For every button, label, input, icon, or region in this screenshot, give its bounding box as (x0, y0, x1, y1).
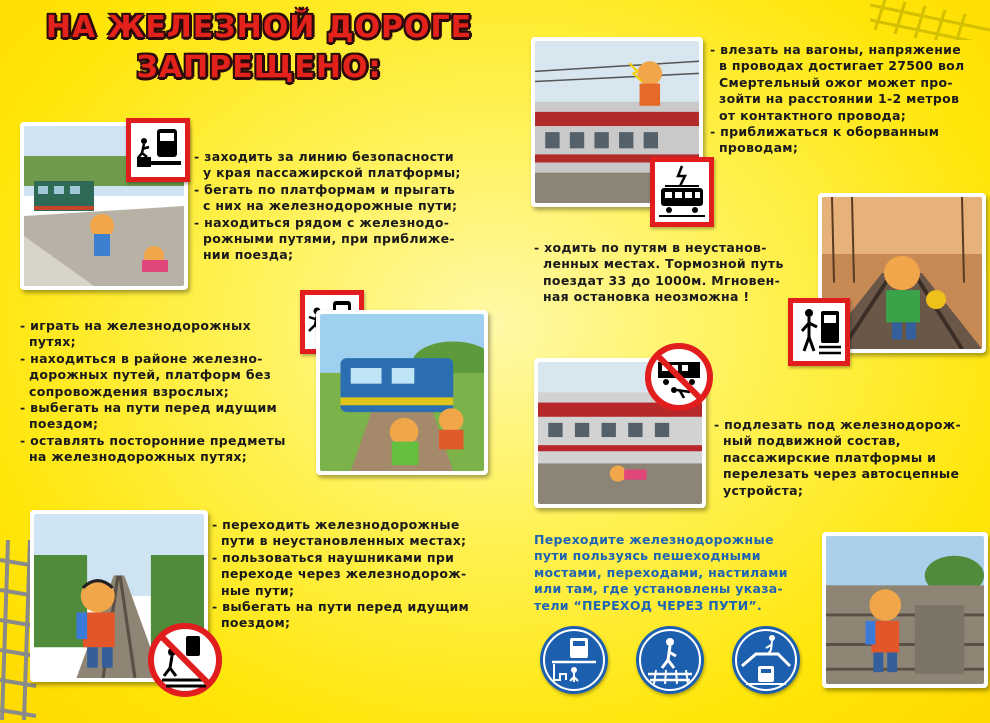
text-block-platform-rules (194, 149, 494, 264)
text-line: переходе через железнодорож- (221, 566, 467, 582)
text-line: - переходить железнодорожные (212, 517, 460, 532)
text-line: - ходить по путям в неустанов- (534, 240, 767, 255)
text-block-wagon-rules (710, 42, 990, 157)
text-line: нии поезда; (203, 247, 294, 263)
text-line: - пользоваться наушниками при (212, 549, 455, 565)
text-line: или там, где установлены указа- (534, 581, 784, 597)
text-line: сопровождения взрослых; (29, 383, 229, 399)
text-line: путях; (29, 334, 76, 350)
text-line: Переходите железнодорожные (534, 532, 774, 547)
text-line: поездом; (29, 416, 99, 432)
rail-track-decoration-top-right (870, 0, 990, 40)
text-line: в проводах достигает 27500 вол (719, 58, 965, 74)
underground-crossing-icon (540, 626, 608, 694)
text-line: - подлезать под железнодорож- (714, 417, 961, 432)
no-stepping-past-platform-edge-icon (126, 118, 190, 182)
high-voltage-train-icon (650, 157, 714, 227)
no-walking-on-tracks-icon (788, 298, 850, 366)
text-line: ленных местах. Тормозной путь (543, 256, 784, 272)
text-line: пассажирские платформы и (723, 449, 937, 465)
poster-title: НА ЖЕЛЕЗНОЙ ДОРОГЕ (45, 10, 473, 45)
pedestrian-crossing-icon (636, 626, 704, 694)
text-line: Смертельный ожог может про- (719, 74, 953, 90)
text-line: рожными путями, при приближе- (203, 231, 455, 247)
text-line: - влезать на вагоны, напряжение (710, 42, 961, 57)
text-line: пути в неустановленных местах; (221, 533, 467, 549)
text-line: - приближаться к оборванным (710, 124, 940, 140)
text-block-crossing-rules (212, 517, 502, 632)
text-line: - заходить за линию безопасности (194, 149, 454, 164)
text-block-walking-rules (534, 240, 814, 306)
text-line: от контактного провода; (719, 107, 907, 123)
no-crawling-under-train-icon (644, 342, 714, 412)
advice-text (534, 532, 824, 614)
text-line: - выбегать на пути перед идущим (20, 400, 278, 416)
poster-subtitle: ЗАПРЕЩЕНО: (136, 50, 382, 85)
photo-boy-at-crossing (822, 532, 988, 688)
text-line: устройста; (723, 482, 804, 498)
text-line: ный подвижной состав, (723, 433, 901, 449)
text-line: поездом; (221, 615, 291, 631)
text-line: дорожных путей, платформ без (29, 367, 272, 383)
text-line: на железнодорожных путях; (29, 449, 248, 465)
text-line: - находиться рядом с железнодо- (194, 214, 450, 230)
text-line: - бегать по платформам и прыгать (194, 181, 456, 197)
text-line: у края пассажирской платформы; (203, 165, 461, 181)
text-line: поездат 33 до 1000м. Мгновен- (543, 272, 781, 288)
text-line: ная остановка неозможна ! (543, 289, 750, 305)
text-line: с них на железнодорожные пути; (203, 198, 458, 214)
text-line: проводам; (719, 140, 799, 156)
text-line: - находиться в районе железно- (20, 350, 263, 366)
text-line: - играть на железнодорожных (20, 318, 251, 333)
photo-children-on-tracks (316, 310, 488, 475)
text-line: зойти на расстоянии 1-2 метров (719, 91, 960, 107)
text-line: мостами, переходами, настилами (534, 564, 788, 580)
text-line: пути пользуясь пешеходными (534, 548, 761, 564)
text-line: перелезать через автосцепные (723, 466, 960, 482)
overpass-bridge-icon (732, 626, 800, 694)
no-crossing-with-headphones-icon (146, 622, 224, 698)
text-line: - оставлять посторонние предметы (20, 432, 286, 448)
text-line: тели “ПЕРЕХОД ЧЕРЕЗ ПУТИ”. (534, 597, 763, 613)
text-block-crawling-rules (714, 417, 990, 499)
text-block-playing-rules (20, 318, 302, 466)
text-line: - выбегать на пути перед идущим (212, 599, 470, 615)
text-line: ные пути; (221, 582, 295, 598)
